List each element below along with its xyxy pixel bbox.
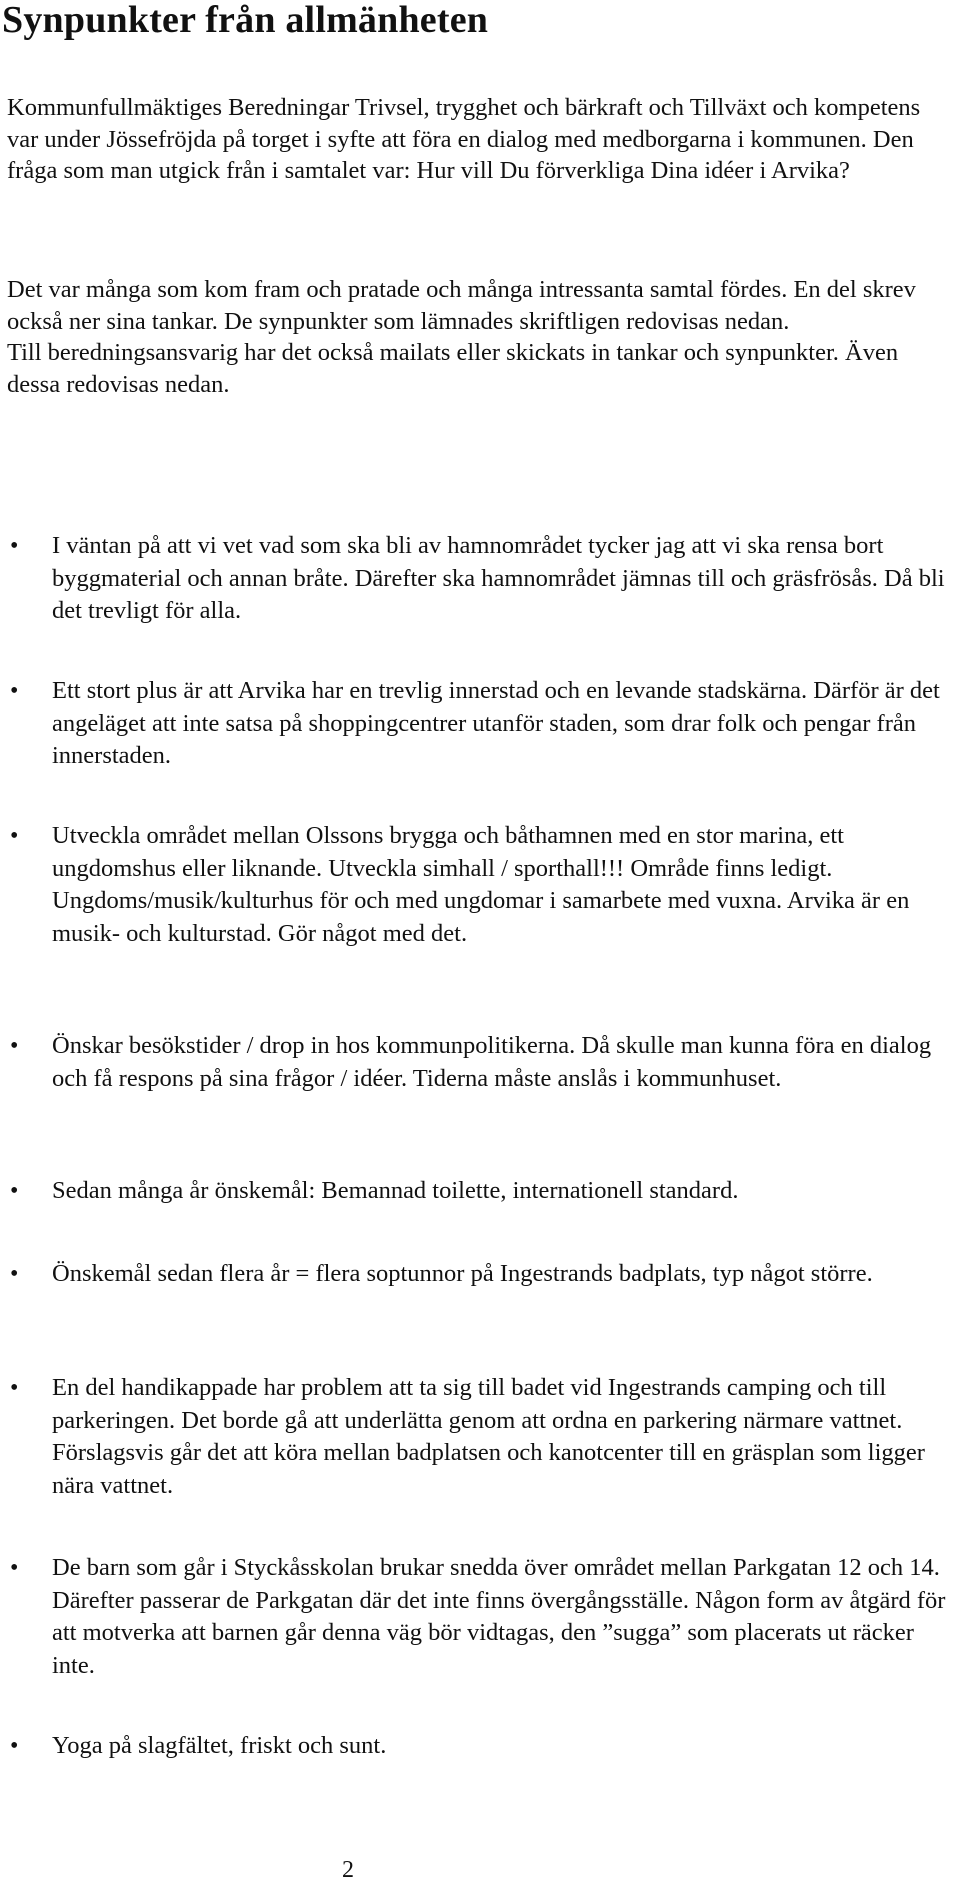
intro-paragraph-1 [7, 92, 952, 187]
bullet-icon: • [10, 1033, 19, 1059]
bullet-icon: • [10, 1178, 19, 1204]
bullet-icon: • [10, 1733, 19, 1759]
bullet-icon: • [10, 678, 19, 704]
list-item-text: En del handikappade har problem att ta sig till badet vid Ingestrands camping och till parkeringen. Det borde gå att underlätta genom att ordna en parkering närmare vattnet. Förslagsvis går det att köra mellan badplatsen och kanotcenter till en gräsplan som ligger nära vattnet. [52, 1374, 925, 1499]
list-item-text: Sedan många år önskemål: Bemannad toilette, internationell standard. [52, 1177, 739, 1204]
page-title: Synpunkter från allmänheten [2, 0, 489, 41]
bullet-icon: • [10, 1375, 19, 1401]
intro-text-3: Till beredningsansvarig har det också mailats eller skickats in tankar och synpunkter. Även dessa redovisas nedan. [7, 339, 899, 398]
bullet-icon: • [10, 823, 19, 849]
bullet-icon: • [10, 533, 19, 559]
list-item-text: Önskar besökstider / drop in hos kommunpolitikerna. Då skulle man kunna föra en dialog och få respons på sina frågor / idéer. Tiderna måste anslås i kommunhuset. [52, 1032, 932, 1092]
intro-text-1: Kommunfullmäktiges Beredningar Trivsel, trygghet och bärkraft och Tillväxt och kompetens var under Jössefröjda på torget i syfte att föra en dialog med medborgarna i kommunen. Den fråga som man utgick från i samtalet var: Hur vill Du förverkliga Dina idéer i Arvika? [7, 94, 921, 184]
list-item-text: De barn som går i Styckåsskolan brukar snedda över området mellan Parkgatan 12 och 14. Därefter passerar de Parkgatan där det inte finns övergångsställe. Någon form av åtgärd för att motverka att barnen går denna väg bör vidtagas, den ”sugga” som placerats ut räcker inte. [52, 1554, 946, 1679]
list-item-text: Önskemål sedan flera år = flera soptunnor på Ingestrands badplats, typ något större. [52, 1260, 873, 1287]
list-item-text: Yoga på slagfältet, friskt och sunt. [52, 1732, 387, 1759]
intro-paragraph-2 [7, 274, 952, 400]
bullet-icon: • [10, 1261, 19, 1287]
page-number: 2 [342, 1857, 354, 1883]
list-item-text: I väntan på att vi vet vad som ska bli av hamnområdet tycker jag att vi ska rensa bort byggmaterial och annan bråte. Därefter ska hamnområdet jämnas till och gräsfrösås. Då bli det trevligt för alla. [52, 532, 945, 624]
list-item-text: Utveckla området mellan Olssons brygga och båthamnen med en stor marina, ett ungdomshus eller liknande. Utveckla simhall / sporthall!!! Område finns ledigt. Ungdoms/musik/kulturhus för och med ungdomar i samarbete med vuxna. Arvika är en musik- och kulturstad. Gör något med det. [52, 822, 910, 947]
list-item-text: Ett stort plus är att Arvika har en trevlig innerstad och en levande stadskärna. Därför är det angeläget att inte satsa på shoppingcentrer utanför staden, som drar folk och pengar från innerstaden. [52, 677, 940, 769]
intro-text-2: Det var många som kom fram och pratade och många intressanta samtal fördes. En del skrev också ner sina tankar. De synpunkter som lämnades skriftligen redovisas nedan. [7, 276, 916, 335]
bullet-icon: • [10, 1555, 19, 1581]
